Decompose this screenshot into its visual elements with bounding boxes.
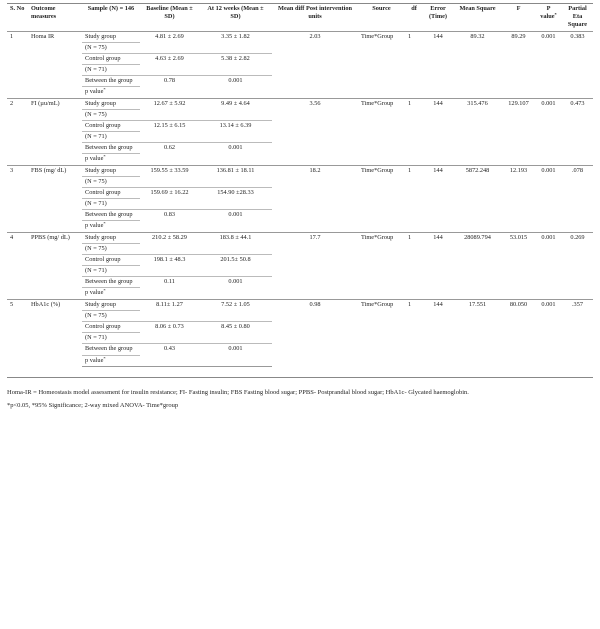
table-row [7,31,593,53]
study-group-label-line-1: Study group [85,233,116,241]
between-group-label [82,143,140,165]
study-group-week12: 136.81 ± 18.11 [199,165,272,187]
source-cell: Time*Group [358,299,405,366]
between-group-label-line-2: p value* [82,86,140,97]
f-cell: 89.29 [502,31,535,98]
between-group-label [82,76,140,98]
partial-eta-cell: 0.383 [562,31,593,98]
between-group-baseline: 0.83 [140,210,199,232]
mean-square-cell: 5872.248 [453,165,502,232]
header-p-value: P value* [535,4,562,32]
outcome-cell: HbA1c (%) [28,299,82,366]
table-row [7,232,593,254]
between-group-label [82,210,140,232]
control-group-label-line-2: (N = 71) [82,198,140,209]
study-group-label-line-2: (N = 75) [82,310,140,321]
header-week12: At 12 weeks (Mean ± SD) [199,4,272,32]
control-group-week12: 154.90 ±28.33 [199,187,272,209]
between-group-week12: 0.001 [199,76,272,98]
sno-cell: 3 [7,165,28,232]
study-group-label-line-2: (N = 75) [82,109,140,120]
header-source: Source [358,4,405,32]
between-group-baseline: 0.78 [140,76,199,98]
source-cell: Time*Group [358,165,405,232]
study-group-label [82,31,140,53]
error-cell: 144 [423,31,453,98]
header-f: F [502,4,535,32]
header-sample: Sample (N) = 146 [82,4,140,32]
mean-diff-cell: 17.7 [272,232,358,299]
table-row [7,165,593,187]
between-group-label [82,344,140,366]
df-cell: 1 [405,232,423,299]
control-group-label [82,120,140,142]
control-group-week12: 8.45 ± 0.80 [199,321,272,343]
table-footnotes [7,377,593,411]
outcome-cell: FBS (mg/ dL) [28,165,82,232]
p-value-cell: 0.001 [535,232,562,299]
outcome-cell: Homa IR [28,31,82,98]
p-value-cell: 0.001 [535,31,562,98]
footnote-abbreviations: Homa-IR = Homeostasis model assessment for insulin resistance; FI- Fasting insulin; FBS Fasting blood sugar; PPBS- Postprandial blood sugar; HbA1c- Glycated haemoglobin. [7,388,469,396]
sno-cell: 4 [7,232,28,299]
between-group-label-line-1: Between the group [85,211,133,219]
study-group-week12: 7.52 ± 1.05 [199,299,272,321]
f-cell: 53.015 [502,232,535,299]
header-sno: S. No [7,4,28,32]
partial-eta-cell: .078 [562,165,593,232]
df-cell: 1 [405,165,423,232]
study-group-baseline: 4.81 ± 2.69 [140,31,199,53]
study-group-label [82,299,140,321]
sno-cell: 5 [7,299,28,366]
control-group-week12: 13.14 ± 6.39 [199,120,272,142]
between-group-label [82,277,140,299]
outcome-cell: FI (µu/mL) [28,98,82,165]
footnote-significance: *p<0.05, *95% Significance; 2-way mixed ANOVA- Time*group [7,402,179,410]
error-cell: 144 [423,98,453,165]
between-group-baseline: 0.43 [140,344,199,366]
study-group-label [82,232,140,254]
control-group-label-line-1: Control group [85,121,121,129]
control-group-label-line-1: Control group [85,54,121,62]
study-group-label-line-1: Study group [85,300,116,308]
study-group-baseline: 210.2 ± 58.29 [140,232,199,254]
error-cell: 144 [423,165,453,232]
mean-diff-cell: 18.2 [272,165,358,232]
study-group-label-line-1: Study group [85,99,116,107]
df-cell: 1 [405,98,423,165]
f-cell: 80.050 [502,299,535,366]
between-group-baseline: 0.11 [140,277,199,299]
df-cell: 1 [405,299,423,366]
study-group-label-line-2: (N = 75) [82,243,140,254]
control-group-label [82,53,140,75]
f-cell: 12.193 [502,165,535,232]
study-group-week12: 183.8 ± 44.1 [199,232,272,254]
control-group-label [82,187,140,209]
study-group-week12: 9.49 ± 4.64 [199,98,272,120]
control-group-label-line-2: (N = 71) [82,332,140,343]
mean-square-cell: 17.551 [453,299,502,366]
sno-cell: 1 [7,31,28,98]
header-error: Error (Time) [423,4,453,32]
table-row [7,299,593,321]
results-table-container [7,3,593,415]
between-group-week12: 0.001 [199,277,272,299]
header-outcome: Outcome measures [28,4,82,32]
mean-diff-cell: 3.56 [272,98,358,165]
control-group-label-line-1: Control group [85,255,121,263]
between-group-label-line-1: Between the group [85,77,133,85]
error-cell: 144 [423,299,453,366]
error-cell: 144 [423,232,453,299]
between-group-label-line-2: p value* [82,355,140,366]
header-mean-square: Mean Square [453,4,502,32]
control-group-label-line-2: (N = 71) [82,131,140,142]
study-group-week12: 3.35 ± 1.82 [199,31,272,53]
f-cell: 129.107 [502,98,535,165]
control-group-baseline: 4.63 ± 2.69 [140,53,199,75]
between-group-label-line-1: Between the group [85,144,133,152]
header-mean-diff: Mean diff Post intervention units [272,4,358,32]
between-group-week12: 0.001 [199,143,272,165]
table-row [7,98,593,120]
study-group-label-line-1: Study group [85,166,116,174]
mean-square-cell: 28089.794 [453,232,502,299]
study-group-label-line-2: (N = 75) [82,42,140,53]
study-group-label-line-1: Study group [85,32,116,40]
between-group-label-line-1: Between the group [85,345,133,353]
p-value-cell: 0.001 [535,299,562,366]
control-group-baseline: 198.1 ± 48.3 [140,254,199,276]
control-group-label-line-1: Control group [85,322,121,330]
mean-square-cell: 315.476 [453,98,502,165]
study-group-label [82,98,140,120]
study-group-baseline: 12.67 ± 5.92 [140,98,199,120]
study-group-baseline: 159.55 ± 33.59 [140,165,199,187]
source-cell: Time*Group [358,232,405,299]
between-group-label-line-2: p value* [82,287,140,298]
between-group-week12: 0.001 [199,344,272,366]
study-group-label-line-2: (N = 75) [82,176,140,187]
study-group-label [82,165,140,187]
header-partial-eta: Partial Eta Square [562,4,593,32]
control-group-label [82,254,140,276]
mean-square-cell: 89.32 [453,31,502,98]
source-cell: Time*Group [358,98,405,165]
df-cell: 1 [405,31,423,98]
control-group-baseline: 12.15 ± 6.15 [140,120,199,142]
between-group-label-line-2: p value* [82,220,140,231]
header-df: df [405,4,423,32]
between-group-label-line-2: p value* [82,153,140,164]
control-group-baseline: 159.69 ± 16.22 [140,187,199,209]
control-group-label-line-1: Control group [85,188,121,196]
partial-eta-cell: 0.269 [562,232,593,299]
partial-eta-cell: 0.473 [562,98,593,165]
control-group-week12: 201.5± 50.8 [199,254,272,276]
mean-diff-cell: 0.98 [272,299,358,366]
between-group-baseline: 0.62 [140,143,199,165]
mean-diff-cell: 2.03 [272,31,358,98]
header-baseline: Baseline (Mean ± SD) [140,4,199,32]
p-value-cell: 0.001 [535,165,562,232]
control-group-label [82,321,140,343]
table-body [7,31,593,366]
partial-eta-cell: .357 [562,299,593,366]
p-value-cell: 0.001 [535,98,562,165]
control-group-week12: 5.38 ± 2.82 [199,53,272,75]
anova-results-table [7,3,593,367]
outcome-cell: PPBS (mg/ dL) [28,232,82,299]
sno-cell: 2 [7,98,28,165]
between-group-week12: 0.001 [199,210,272,232]
source-cell: Time*Group [358,31,405,98]
control-group-baseline: 8.06 ± 0.73 [140,321,199,343]
study-group-baseline: 8.11± 1.27 [140,299,199,321]
between-group-label-line-1: Between the group [85,278,133,286]
table-header-row [7,4,593,32]
control-group-label-line-2: (N = 71) [82,265,140,276]
control-group-label-line-2: (N = 71) [82,64,140,75]
